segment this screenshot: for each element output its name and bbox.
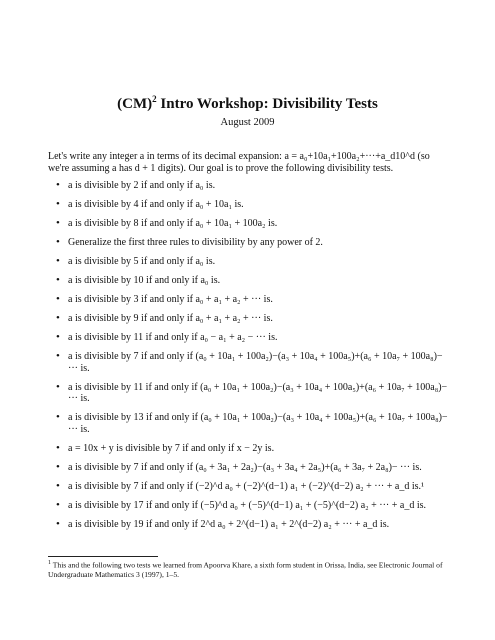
test-item: • a is divisible by 3 if and only if a₀ + a₁ + a₂ + ··· is.: [48, 294, 448, 306]
footnote-text: This and the following two tests we learned from Apoorva Khare, a sixth form student in Orissa, India, see Electronic Journal of Undergraduate Mathematics 3 (1997), 1–5.: [48, 560, 443, 579]
test-item: • a is divisible by 4 if and only if a₀ + 10a₁ is.: [48, 199, 448, 211]
test-item: • a is divisible by 7 if and only if (a₀ + 10a₁ + 100a₂)−(a₃ + 10a₄ + 100a₅)+(a₆ + 10a₇ + 100a₈)− ··· is.: [48, 351, 448, 374]
footnote-mark: 1: [48, 560, 51, 566]
test-item: • a is divisible by 11 if and only if (a₀ + 10a₁ + 100a₂)−(a₃ + 10a₄ + 100a₅)+(a₆ + 10a₇ + 100a₈)− ··· is.: [48, 382, 448, 405]
test-item: • a is divisible by 8 if and only if a₀ + 10a₁ + 100a₂ is.: [48, 218, 448, 230]
test-item: • a is divisible by 10 if and only if a₀ is.: [48, 275, 448, 287]
test-item: • Generalize the first three rules to divisibility by any power of 2.: [48, 237, 448, 249]
test-item: • a is divisible by 7 if and only if (−2)^d a₀ + (−2)^(d−1) a₁ + (−2)^(d−2) a₂ + ··· + a_d is.¹: [48, 481, 448, 493]
footnote: [48, 559, 448, 579]
title-rest: Intro Workshop: Divisibility Tests: [156, 96, 378, 112]
test-item: • a is divisible by 13 if and only if (a₀ + 10a₁ + 100a₂)−(a₃ + 10a₄ + 100a₅)+(a₆ + 10a₇ + 100a₈)− ··· is.: [48, 412, 448, 435]
footnote-rule: [48, 556, 158, 557]
test-item: • a is divisible by 5 if and only if a₀ is.: [48, 256, 448, 268]
test-item: • a is divisible by 9 if and only if a₀ + a₁ + a₂ + ··· is.: [48, 313, 448, 325]
title-cm: (CM): [117, 96, 153, 112]
test-item: • a = 10x + y is divisible by 7 if and only if x − 2y is.: [48, 443, 448, 455]
title-exponent: 2: [152, 94, 157, 104]
document-date: August 2009: [220, 117, 275, 128]
test-item: • a is divisible by 19 if and only if 2^d a₀ + 2^(d−1) a₁ + 2^(d−2) a₂ + ··· + a_d is.: [48, 519, 448, 531]
document-title: [0, 94, 495, 113]
test-item: • a is divisible by 11 if and only if a₀ − a₁ + a₂ − ··· is.: [48, 332, 448, 344]
divisibility-test-list: [48, 180, 448, 530]
test-item: • a is divisible by 2 if and only if a₀ is.: [48, 180, 448, 192]
test-item: • a is divisible by 17 if and only if (−5)^d a₀ + (−5)^(d−1) a₁ + (−5)^(d−2) a₂ + ··· + a_d is.: [48, 500, 448, 512]
test-item: • a is divisible by 7 if and only if (a₀ + 3a₁ + 2a₂)−(a₃ + 3a₄ + 2a₅)+(a₆ + 3a₇ + 2a₈)− ··· is.: [48, 462, 448, 474]
intro-paragraph: Let's write any integer a in terms of its decimal expansion: a = a₀+10a₁+100a₂+···+a_d10^d (so we're assuming a has d + 1 digits). Our goal is to prove the following divisibility tests.: [48, 151, 430, 174]
